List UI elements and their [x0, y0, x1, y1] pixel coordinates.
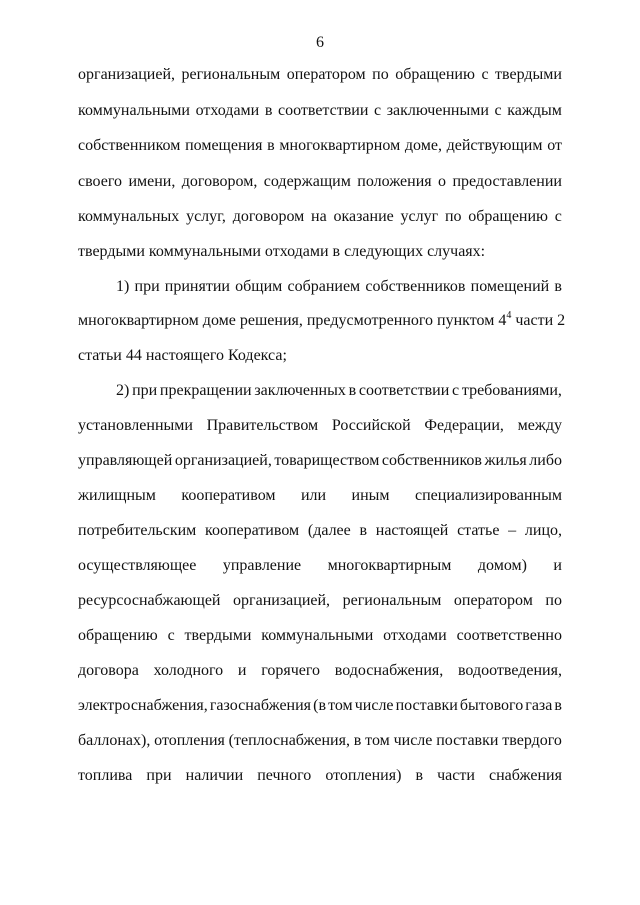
text-line: коммунальных услуг, договором на оказание услуг по обращению с [78, 208, 562, 225]
text-line: установленными Правительством Российской Федерации, между [78, 417, 562, 434]
text-line: 2) при прекращении заключенных в соответствии с требованиями, [116, 382, 562, 399]
text-line: твердыми коммунальными отходами в следующих случаях: [78, 243, 486, 260]
text-line: электроснабжения, газоснабжения (в том числе поставки бытового газа в [78, 697, 562, 714]
text-line: жилищным кооперативом или иным специализированным [78, 487, 562, 504]
text-line: баллонах), отопления (теплоснабжения, в том числе поставки твердого [78, 732, 562, 749]
text-line: собственником помещения в многоквартирном доме, действующим от [78, 137, 562, 154]
text-line: управляющей организацией, товариществом собственников жилья либо [78, 452, 562, 469]
text-line: топлива при наличии печного отопления) в части снабжения [78, 767, 562, 784]
text-segment: 4 [498, 312, 507, 329]
text-line: потребительским кооперативом (далее в настоящей статье – лицо, [78, 522, 562, 539]
text-segment: многоквартирном доме решения, предусмотренного пунктом [78, 312, 495, 329]
text-segment: части 2 [515, 312, 566, 329]
text-line: осуществляющее управление многоквартирным домом) и [78, 557, 562, 574]
text-line: коммунальными отходами в соответствии с заключенными с каждым [78, 102, 562, 119]
text-line: обращению с твердыми коммунальными отходами соответственно [78, 627, 562, 644]
text-line: ресурсоснабжающей организацией, региональным оператором по [78, 592, 562, 609]
text-line: договора холодного и горячего водоснабжения, водоотведения, [78, 662, 562, 679]
text-line: 1) при принятии общим собранием собственников помещений в [116, 278, 562, 295]
superscript: 4 [506, 310, 512, 321]
text-line: статьи 44 настоящего Кодекса; [78, 347, 287, 364]
page-number: 6 [316, 34, 324, 51]
text-line: организацией, региональным оператором по обращению с твердыми [78, 66, 562, 83]
text-line-with-superscript [78, 310, 566, 331]
text-line: своего имени, договором, содержащим положения о предоставлении [78, 173, 562, 190]
